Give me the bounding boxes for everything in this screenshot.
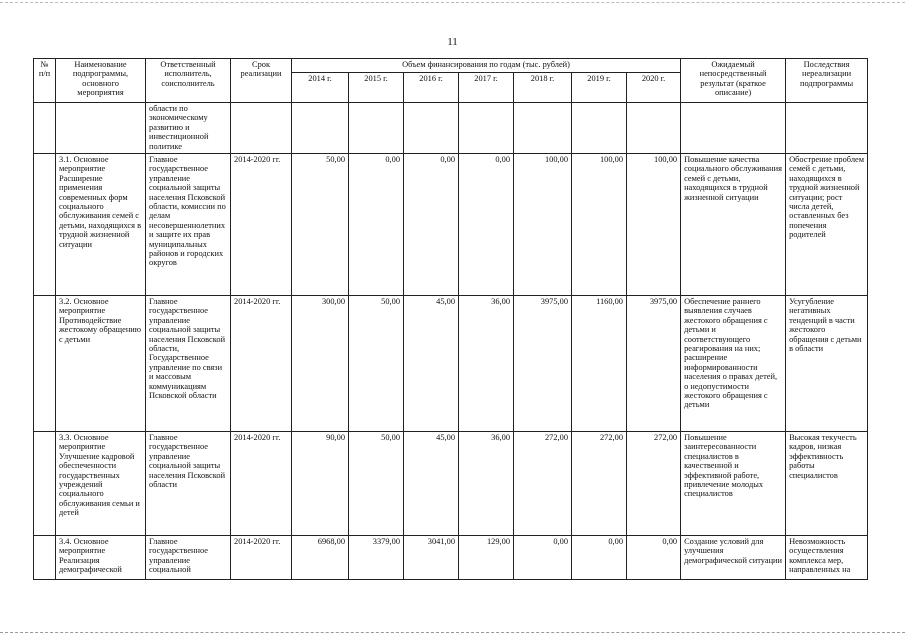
header-executor: Ответственный исполнитель, соисполнитель	[146, 59, 231, 103]
term-cell: 2014-2020 гг.	[231, 296, 292, 432]
header-name: Наименование подпрограммы, основного мероприятия	[56, 59, 146, 103]
scan-edge-top	[0, 2, 905, 3]
term-cell: 2014-2020 гг.	[231, 536, 292, 580]
value-cell: 272,00	[627, 432, 681, 536]
measure-name-cell: 3.1. Основное мероприятие Расширение применения современных форм социального обслуживания семей с детьми, находящихся в трудной жизненной ситуации	[56, 154, 146, 296]
header-year: 2016 г.	[404, 73, 459, 103]
value-cell: 3379,00	[349, 536, 404, 580]
header-funding: Объем финансирования по годам (тыс. рублей)	[292, 59, 681, 73]
value-cell: 50,00	[349, 296, 404, 432]
value-cell: 50,00	[292, 154, 349, 296]
executor-cell: Главное государственное управление социальной	[146, 536, 231, 580]
value-cell: 36,00	[459, 432, 514, 536]
header-result: Ожидаемый непосредственный результат (краткое описание)	[681, 59, 786, 103]
header-year: 2014 г.	[292, 73, 349, 103]
table-row-continuation	[34, 103, 868, 154]
value-cell: 100,00	[514, 154, 572, 296]
value-cell: 0,00	[572, 536, 627, 580]
consequences-cell: Высокая текучесть кадров, низкая эффективность работы специалистов	[786, 432, 868, 536]
measure-name-cell: 3.4. Основное мероприятие Реализация демографической	[56, 536, 146, 580]
page-number: 11	[447, 36, 458, 48]
measure-name-cell: 3.2. Основное мероприятие Противодействие жестокому обращению с детьми	[56, 296, 146, 432]
header-year: 2018 г.	[514, 73, 572, 103]
term-cell: 2014-2020 гг.	[231, 154, 292, 296]
value-cell: 272,00	[514, 432, 572, 536]
consequences-cell: Усугубление негативных тенденций в части жестокого обращения с детьми в области	[786, 296, 868, 432]
value-cell: 0,00	[459, 154, 514, 296]
value-cell: 0,00	[349, 154, 404, 296]
consequences-cell: Обострение проблем семей с детьми, находящихся в трудной жизненной ситуации; рост числа детей, оставленных без попечения родителей	[786, 154, 868, 296]
value-cell: 100,00	[572, 154, 627, 296]
result-cell: Повышение заинтересованности специалистов в качественной и эффективной работе, привлечение молодых специалистов	[681, 432, 786, 536]
measure-name-cell: 3.3. Основное мероприятие Улучшение кадровой обеспеченности государственных учреждений социального обслуживания семьи и детей	[56, 432, 146, 536]
result-cell: Создание условий для улучшения демографической ситуации	[681, 536, 786, 580]
executor-cell: области по экономическому развитию и инвестиционной политике	[146, 103, 231, 154]
value-cell: 50,00	[349, 432, 404, 536]
value-cell: 272,00	[572, 432, 627, 536]
program-table	[33, 58, 868, 580]
value-cell: 129,00	[459, 536, 514, 580]
consequences-cell: Невозможность осуществления комплекса мер, направленных на	[786, 536, 868, 580]
value-cell: 300,00	[292, 296, 349, 432]
value-cell: 3975,00	[627, 296, 681, 432]
header-num: № п/п	[34, 59, 56, 103]
value-cell: 45,00	[404, 296, 459, 432]
value-cell: 100,00	[627, 154, 681, 296]
table-row	[34, 296, 868, 432]
header-year: 2015 г.	[349, 73, 404, 103]
value-cell: 1160,00	[572, 296, 627, 432]
value-cell: 45,00	[404, 432, 459, 536]
table-row	[34, 432, 868, 536]
value-cell: 36,00	[459, 296, 514, 432]
value-cell: 0,00	[404, 154, 459, 296]
value-cell: 90,00	[292, 432, 349, 536]
executor-cell: Главное государственное управление социальной защиты населения Псковской области, Государственное управление по связи и массовым коммуникациям Псковской области	[146, 296, 231, 432]
executor-cell: Главное государственное управление социальной защиты населения Псковской области	[146, 432, 231, 536]
value-cell: 0,00	[627, 536, 681, 580]
result-cell: Обеспечение раннего выявления случаев жестокого обращения с детьми и соответствующего реагирования на них; расширение информированности населения о правах детей, о недопустимости жестокого обращения с детьми	[681, 296, 786, 432]
header-year: 2019 г.	[572, 73, 627, 103]
value-cell: 3975,00	[514, 296, 572, 432]
header-term: Срок реализации	[231, 59, 292, 103]
header-year: 2017 г.	[459, 73, 514, 103]
term-cell: 2014-2020 гг.	[231, 432, 292, 536]
header-consequences: Последствия нереализации подпрограммы	[786, 59, 868, 103]
value-cell: 6968,00	[292, 536, 349, 580]
executor-cell: Главное государственное управление социальной защиты населения Псковской области, комиссии по делам несовершеннолетних и защите их прав муниципальных районов и городских округов	[146, 154, 231, 296]
result-cell: Повышение качества социального обслуживания семей с детьми, находящихся в трудной жизненной ситуации	[681, 154, 786, 296]
value-cell: 0,00	[514, 536, 572, 580]
table-row	[34, 154, 868, 296]
value-cell: 3041,00	[404, 536, 459, 580]
table-row	[34, 536, 868, 580]
header-year: 2020 г.	[627, 73, 681, 103]
scan-edge-bottom	[0, 632, 905, 633]
